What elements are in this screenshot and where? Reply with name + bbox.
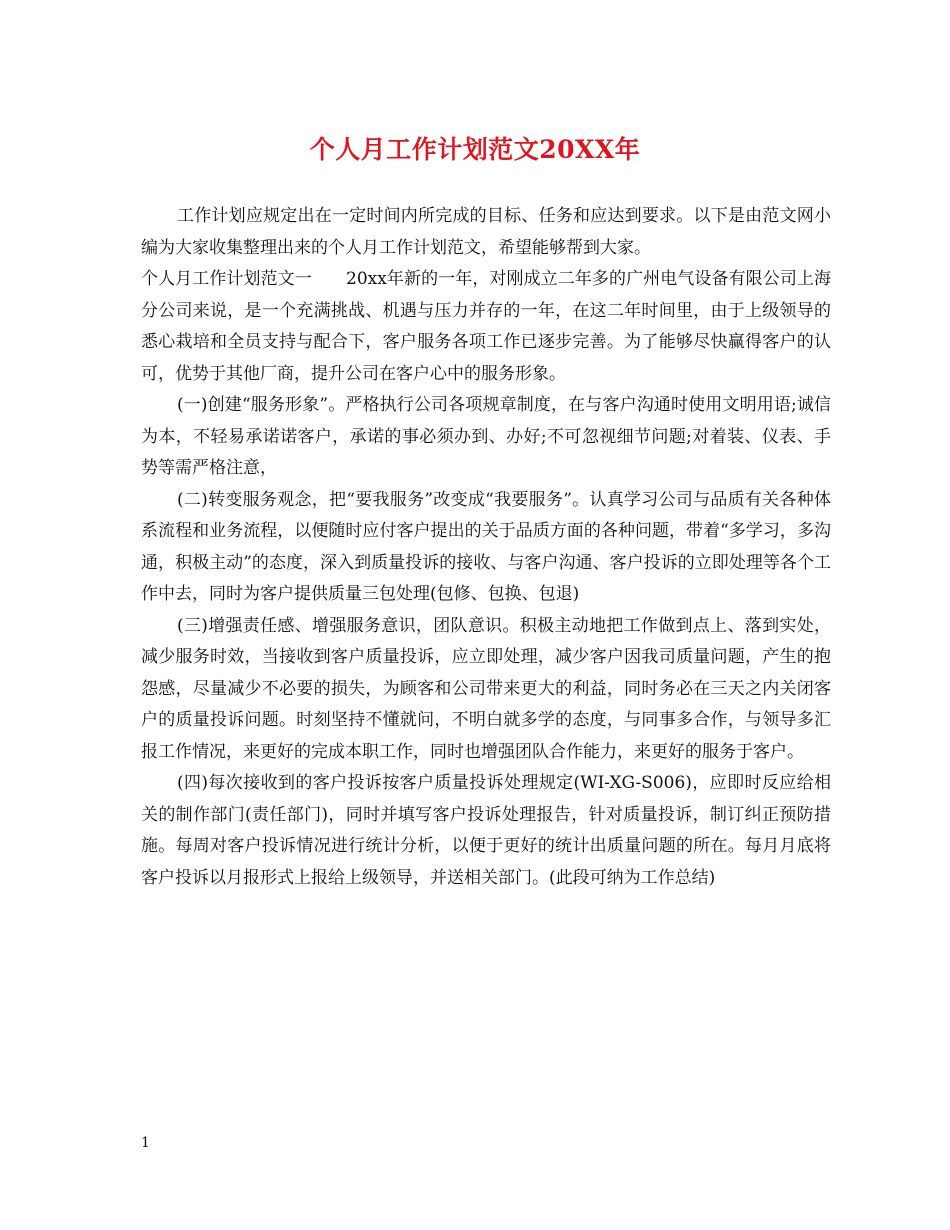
section-three-paragraph: (三)增强责任感、增强服务意识，团队意识。积极主动地把工作做到点上、落到实处，减少服务时效，当接收到客户质量投诉，应立即处理，减少客户因我司质量问题，产生的抱怨感，尽量减少不必要的损失，为顾客和公司带来更大的利益，同时务必在三天之内关闭客户的质量投诉问题。时刻坚持不懂就问，不明白就多学的态度，与同事多合作，与领导多汇报工作情况，来更好的完成本职工作，同时也增强团队合作能力，来更好的服务于客户。 xyxy=(141,615,831,762)
intro-paragraph: 工作计划应规定出在一定时间内所完成的目标、任务和应达到要求。以下是由范文网小编为大家收集整理出来的个人月工作计划范文，希望能够帮到大家。 xyxy=(141,206,831,258)
section-four-paragraph: (四)每次接收到的客户投诉按客户质量投诉处理规定(WI-XG-S006)，应即时反应给相关的制作部门(责任部门)，同时并填写客户投诉处理报告，针对质量投诉，制订纠正预防措施。每周对客户投诉情况进行统计分析，以便于更好的统计出质量问题的所在。每月月底将客户投诉以月报形式上报给上级领导，并送相关部门。(此段可纳为工作总结) xyxy=(141,773,831,888)
section-one-paragraph: (一)创建“服务形象”。严格执行公司各项规章制度，在与客户沟通时使用文明用语;诚信为本，不轻易承诺诺客户，承诺的事必须办到、办好;不可忽视细节问题;对着装、仪表、手势等需严格注意， xyxy=(141,395,831,478)
document-body xyxy=(141,201,831,894)
plan-heading-paragraph: 个人月工作计划范文一 20xx年新的一年，对刚成立二年多的广州电气设备有限公司上海分公司来说，是一个充满挑战、机遇与压力并存的一年，在这二年时间里，由于上级领导的悉心栽培和全员支持与配合下，客户服务各项工作已逐步完善。为了能够尽快赢得客户的认可，优势于其他厂商，提升公司在客户心中的服务形象。 xyxy=(141,269,831,384)
section-two-paragraph: (二)转变服务观念，把“要我服务”改变成“我要服务”。认真学习公司与品质有关各种体系流程和业务流程，以便随时应付客户提出的关于品质方面的各种问题，带着“多学习，多沟通，积极主动”的态度，深入到质量投诉的接收、与客户沟通、客户投诉的立即处理等各个工作中去，同时为客户提供质量三包处理(包修、包换、包退) xyxy=(141,489,831,604)
page-number: 1 xyxy=(141,1135,150,1151)
document-title: 个人月工作计划范文20XX年 xyxy=(309,135,641,164)
